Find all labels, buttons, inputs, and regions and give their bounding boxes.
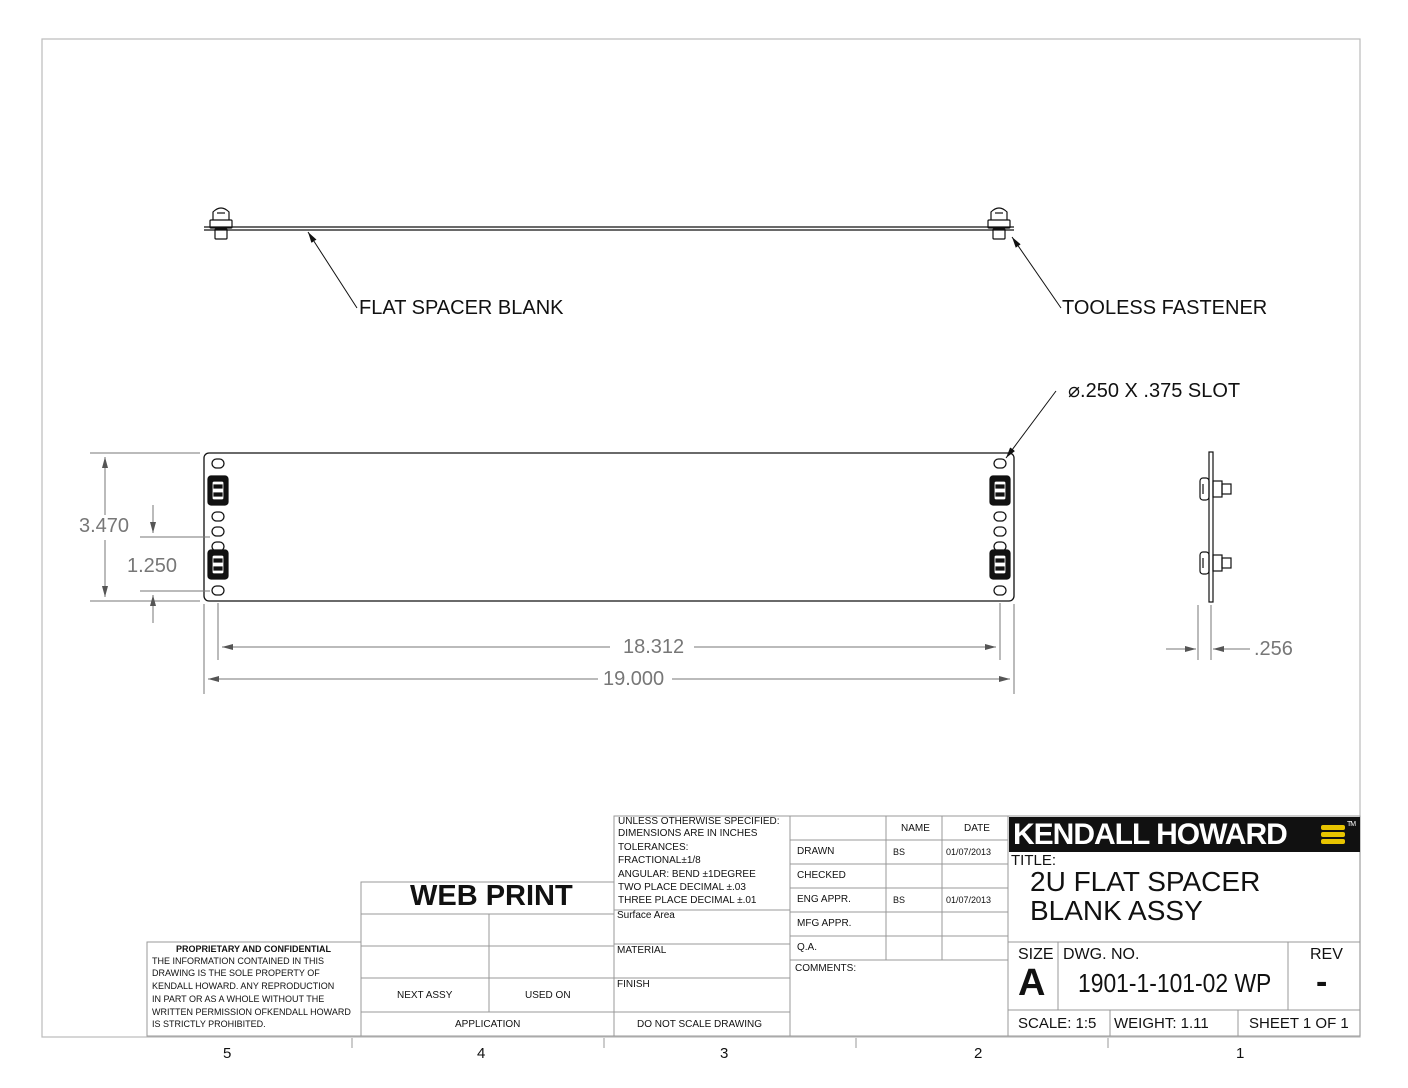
tolerance-line: UNLESS OTHERWISE SPECIFIED: [618, 816, 780, 827]
rev-label: REV [1310, 946, 1343, 963]
approval-name: BS [893, 847, 906, 857]
approval-role: Q.A. [797, 942, 818, 953]
logo-bars-icon [1321, 825, 1345, 845]
company-logo [1009, 817, 1360, 852]
zone-ticks [352, 1038, 1108, 1048]
title-label: TITLE: [1011, 852, 1057, 869]
application-label: APPLICATION [455, 1019, 521, 1030]
proprietary-line: THE INFORMATION CONTAINED IN THIS [152, 956, 325, 966]
zone-2: 2 [974, 1045, 983, 1062]
sheet-label: SHEET 1 OF 1 [1249, 1015, 1349, 1032]
size-label: SIZE [1018, 946, 1054, 963]
approvals-name-header: NAME [901, 823, 930, 834]
proprietary-line: WRITTEN PERMISSION OFKENDALL HOWARD [152, 1007, 351, 1017]
rev-value: - [1316, 963, 1328, 1001]
dim-19-000: 19.000 [603, 668, 665, 690]
approval-name: BS [893, 895, 906, 905]
surface-area-label: Surface Area [617, 910, 675, 921]
zone-4: 4 [477, 1045, 486, 1062]
approval-date: 01/07/2013 [946, 895, 992, 905]
tolerance-line: TOLERANCES: [618, 842, 689, 853]
tolerance-line: DIMENSIONS ARE IN INCHES [618, 828, 758, 839]
top-view [204, 208, 1014, 239]
proprietary-line: DRAWING IS THE SOLE PROPERTY OF [152, 968, 320, 978]
proprietary-line: IN PART OR AS A WHOLE WITHOUT THE [152, 994, 325, 1004]
front-fasteners [208, 476, 1010, 579]
trademark-mark: TM [1347, 821, 1356, 828]
flat-spacer-leader [308, 232, 357, 308]
slot-callout: ⌀.250 X .375 SLOT [1068, 380, 1241, 402]
front-view [204, 453, 1014, 601]
tolerance-line: TWO PLACE DECIMAL ±.03 [618, 882, 746, 893]
weight-label: WEIGHT: 1.11 [1114, 1015, 1209, 1032]
scale-label: SCALE: 1:5 [1018, 1015, 1097, 1032]
material-label: MATERIAL [617, 945, 667, 956]
dim-1-250: 1.250 [127, 555, 178, 577]
tolerance-line: THREE PLACE DECIMAL ±.01 [618, 895, 757, 906]
dim-18-312: 18.312 [623, 636, 685, 658]
do-not-scale-label: DO NOT SCALE DRAWING [637, 1019, 763, 1030]
approval-role: DRAWN [797, 846, 835, 857]
dim-thickness: .256 [1254, 638, 1293, 660]
approval-role: MFG APPR. [797, 918, 852, 929]
proprietary-line: KENDALL HOWARD. ANY REPRODUCTION [152, 981, 335, 991]
drawing-title-line: BLANK ASSY [1030, 895, 1203, 926]
company-name: KENDALL HOWARD [1013, 818, 1287, 851]
left-fastener-top [210, 208, 232, 239]
zone-5: 5 [223, 1045, 232, 1062]
proprietary-heading: PROPRIETARY AND CONFIDENTIAL [176, 944, 332, 954]
finish-label: FINISH [617, 979, 650, 990]
dim-3-470: 3.470 [79, 515, 130, 537]
tooless-fastener-callout: TOOLESS FASTENER [1062, 297, 1268, 319]
tolerance-line: FRACTIONAL±1/8 [618, 855, 701, 866]
dwg-no-value: 1901-1-101-02 WP [1078, 968, 1272, 998]
zone-1: 1 [1236, 1045, 1245, 1062]
slot-leader [1006, 391, 1056, 458]
fastener-leader [1012, 237, 1061, 308]
approval-role: ENG APPR. [797, 894, 851, 905]
used-on-label: USED ON [525, 990, 571, 1001]
drawing-title-line: 2U FLAT SPACER [1030, 866, 1261, 897]
dwg-no-label: DWG. NO. [1063, 946, 1140, 963]
zone-3: 3 [720, 1045, 729, 1062]
right-fastener-top [988, 208, 1010, 239]
approval-date: 01/07/2013 [946, 847, 992, 857]
web-print-label: WEB PRINT [410, 880, 573, 912]
next-assy-label: NEXT ASSY [397, 990, 453, 1001]
size-value: A [1018, 962, 1046, 1004]
proprietary-line: IS STRICTLY PROHIBITED. [152, 1019, 266, 1029]
side-view [1200, 452, 1231, 602]
approval-role: CHECKED [797, 870, 846, 881]
comments-label: COMMENTS: [795, 963, 857, 974]
flat-spacer-blank-callout: FLAT SPACER BLANK [359, 297, 564, 319]
tolerance-line: ANGULAR: BEND ±1DEGREE [618, 869, 756, 880]
approvals-date-header: DATE [964, 823, 990, 834]
